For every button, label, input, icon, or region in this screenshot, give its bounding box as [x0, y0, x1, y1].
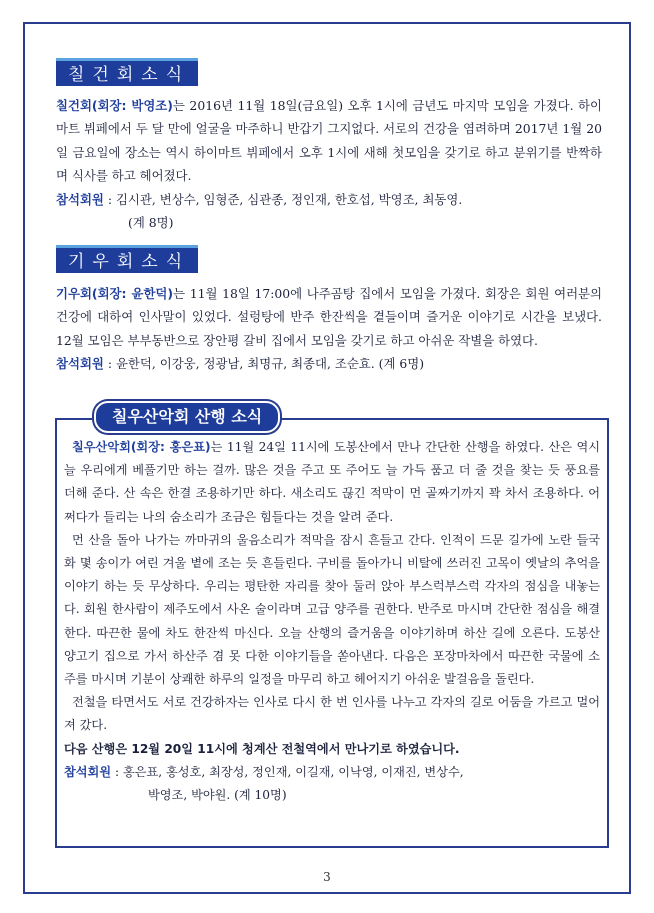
hiking-body [64, 436, 600, 807]
hiking-title: 칠우산악회 산행 소식 [94, 401, 280, 433]
attend-list: : 김시관, 변상수, 임형준, 심관종, 정인재, 한호섭, 박영조, 최동영. [103, 191, 463, 207]
attend-list: : 홍은표, 홍성호, 최장성, 정인재, 이길재, 이낙영, 이재진, 변상수, [111, 764, 464, 779]
hiking-p2: 먼 산을 돌아 나가는 까마귀의 울음소리가 적막을 잠시 흔들고 간다. 인적이 드문 길가에 노란 들국화 몇 송이가 여린 겨울 볕에 조는 듯 흔들린다. 구비를 돌아가니 비탈에 쓰러진 고목이 옛날의 추억을 이야기 하는 듯 무상하다. 우리는 평탄한 자리를 찾아 둘러 앉아 부스럭부스럭 각자의 점심을 내놓는다. 회원 한사람이 제주도에서 사온 술이라며 고급 양주를 권한다. 반주로 마시며 간단한 점심을 해결한다. 따끈한 물에 차도 한잔씩 마신다. 오늘 산행의 즐거움을 이야기하며 하산 길에 오른다. 도봉산 양고기 집으로 가서 하산주 겸 못 다한 이야기들을 쏟아낸다. 다음은 포장마차에서 따끈한 국물에 소주를 마시며 기분이 상쾌한 하루의 일정을 마무리 하고 헤어지기 아쉬운 발걸음을 돌린다. [64, 532, 600, 687]
page-number: 3 [323, 870, 331, 884]
section-title-giwoo: 기우회소식 [56, 245, 198, 273]
section-body-giwoo [56, 282, 602, 376]
hiking-p3: 전철을 타면서도 서로 건강하자는 인사로 다시 한 번 인사를 나누고 각자의 길로 어둠을 가르고 멀어져 갔다. [64, 695, 600, 733]
attend-label: 참석회원 [56, 191, 104, 207]
hiking-next: 다음 산행은 12월 20일 11시에 청계산 전철역에서 만나기로 하였습니다. [64, 741, 460, 756]
club-lead: 기우회(회장: 윤한덕) [56, 286, 174, 301]
attend-list-2: 박영조, 박야원. (계 10명) [148, 788, 287, 803]
hiking-lead: 칠우산악회(회장: 홍은표) [72, 440, 211, 454]
club-lead: 칠건회(회장: 박영조) [56, 98, 173, 113]
section-body-chilgeon [56, 94, 602, 234]
section-title-chilgeon: 칠건회소식 [56, 58, 198, 86]
attend-list: : 윤한덕, 이강웅, 정광남, 최명규, 최종대, 조순효. (계 6명) [103, 356, 425, 372]
club-text: 는 11월 18일 17:00에 나주곰탕 집에서 모임을 가졌다. 회장은 회원 여러분의 건강에 대하여 인사말이 있었다. 설렁탕에 반주 한잔씩을 곁들이며 즐거운 이야기로 시간을 보냈다. 12월 모임은 부부동반으로 장안평 갈비 집에서 모임을 갖기로 하고 아쉬운 작별을 하였다. [56, 286, 602, 348]
club-text: 는 2016년 11월 18일(금요일) 오후 1시에 금년도 마지막 모임을 가졌다. 하이마트 뷔페에서 두 달 만에 얼굴을 마주하니 반갑기 그지없다. 서로의 건강을 염려하며 2017년 1월 20일 금요일에 장소는 역시 하이마트 뷔페에서 오후 1시에 새해 첫모임을 갖기로 하고 분위기를 반짝하며 식사를 하고 헤어졌다. [56, 98, 602, 184]
attend-label: 참석회원 [64, 764, 112, 779]
attend-count: (계 8명) [128, 215, 174, 231]
hiking-p1: 는 11월 24일 11시에 도봉산에서 만나 간단한 산행을 하였다. 산은 역시 늘 우리에게 베풀기만 하는 걸까. 많은 것을 주고 또 주어도 늘 가득 품고 더 줄 것을 찾는 듯 풍요를 더해 준다. 산 속은 한결 조용하기만 하다. 새소리도 끊긴 적막이 먼 골짜기까지 꽉 차서 조용하다. 어쩌다가 들리는 나의 숨소리가 조금은 힘들다는 것을 알려 준다. [64, 440, 600, 524]
attend-label: 참석회원 [56, 356, 104, 372]
